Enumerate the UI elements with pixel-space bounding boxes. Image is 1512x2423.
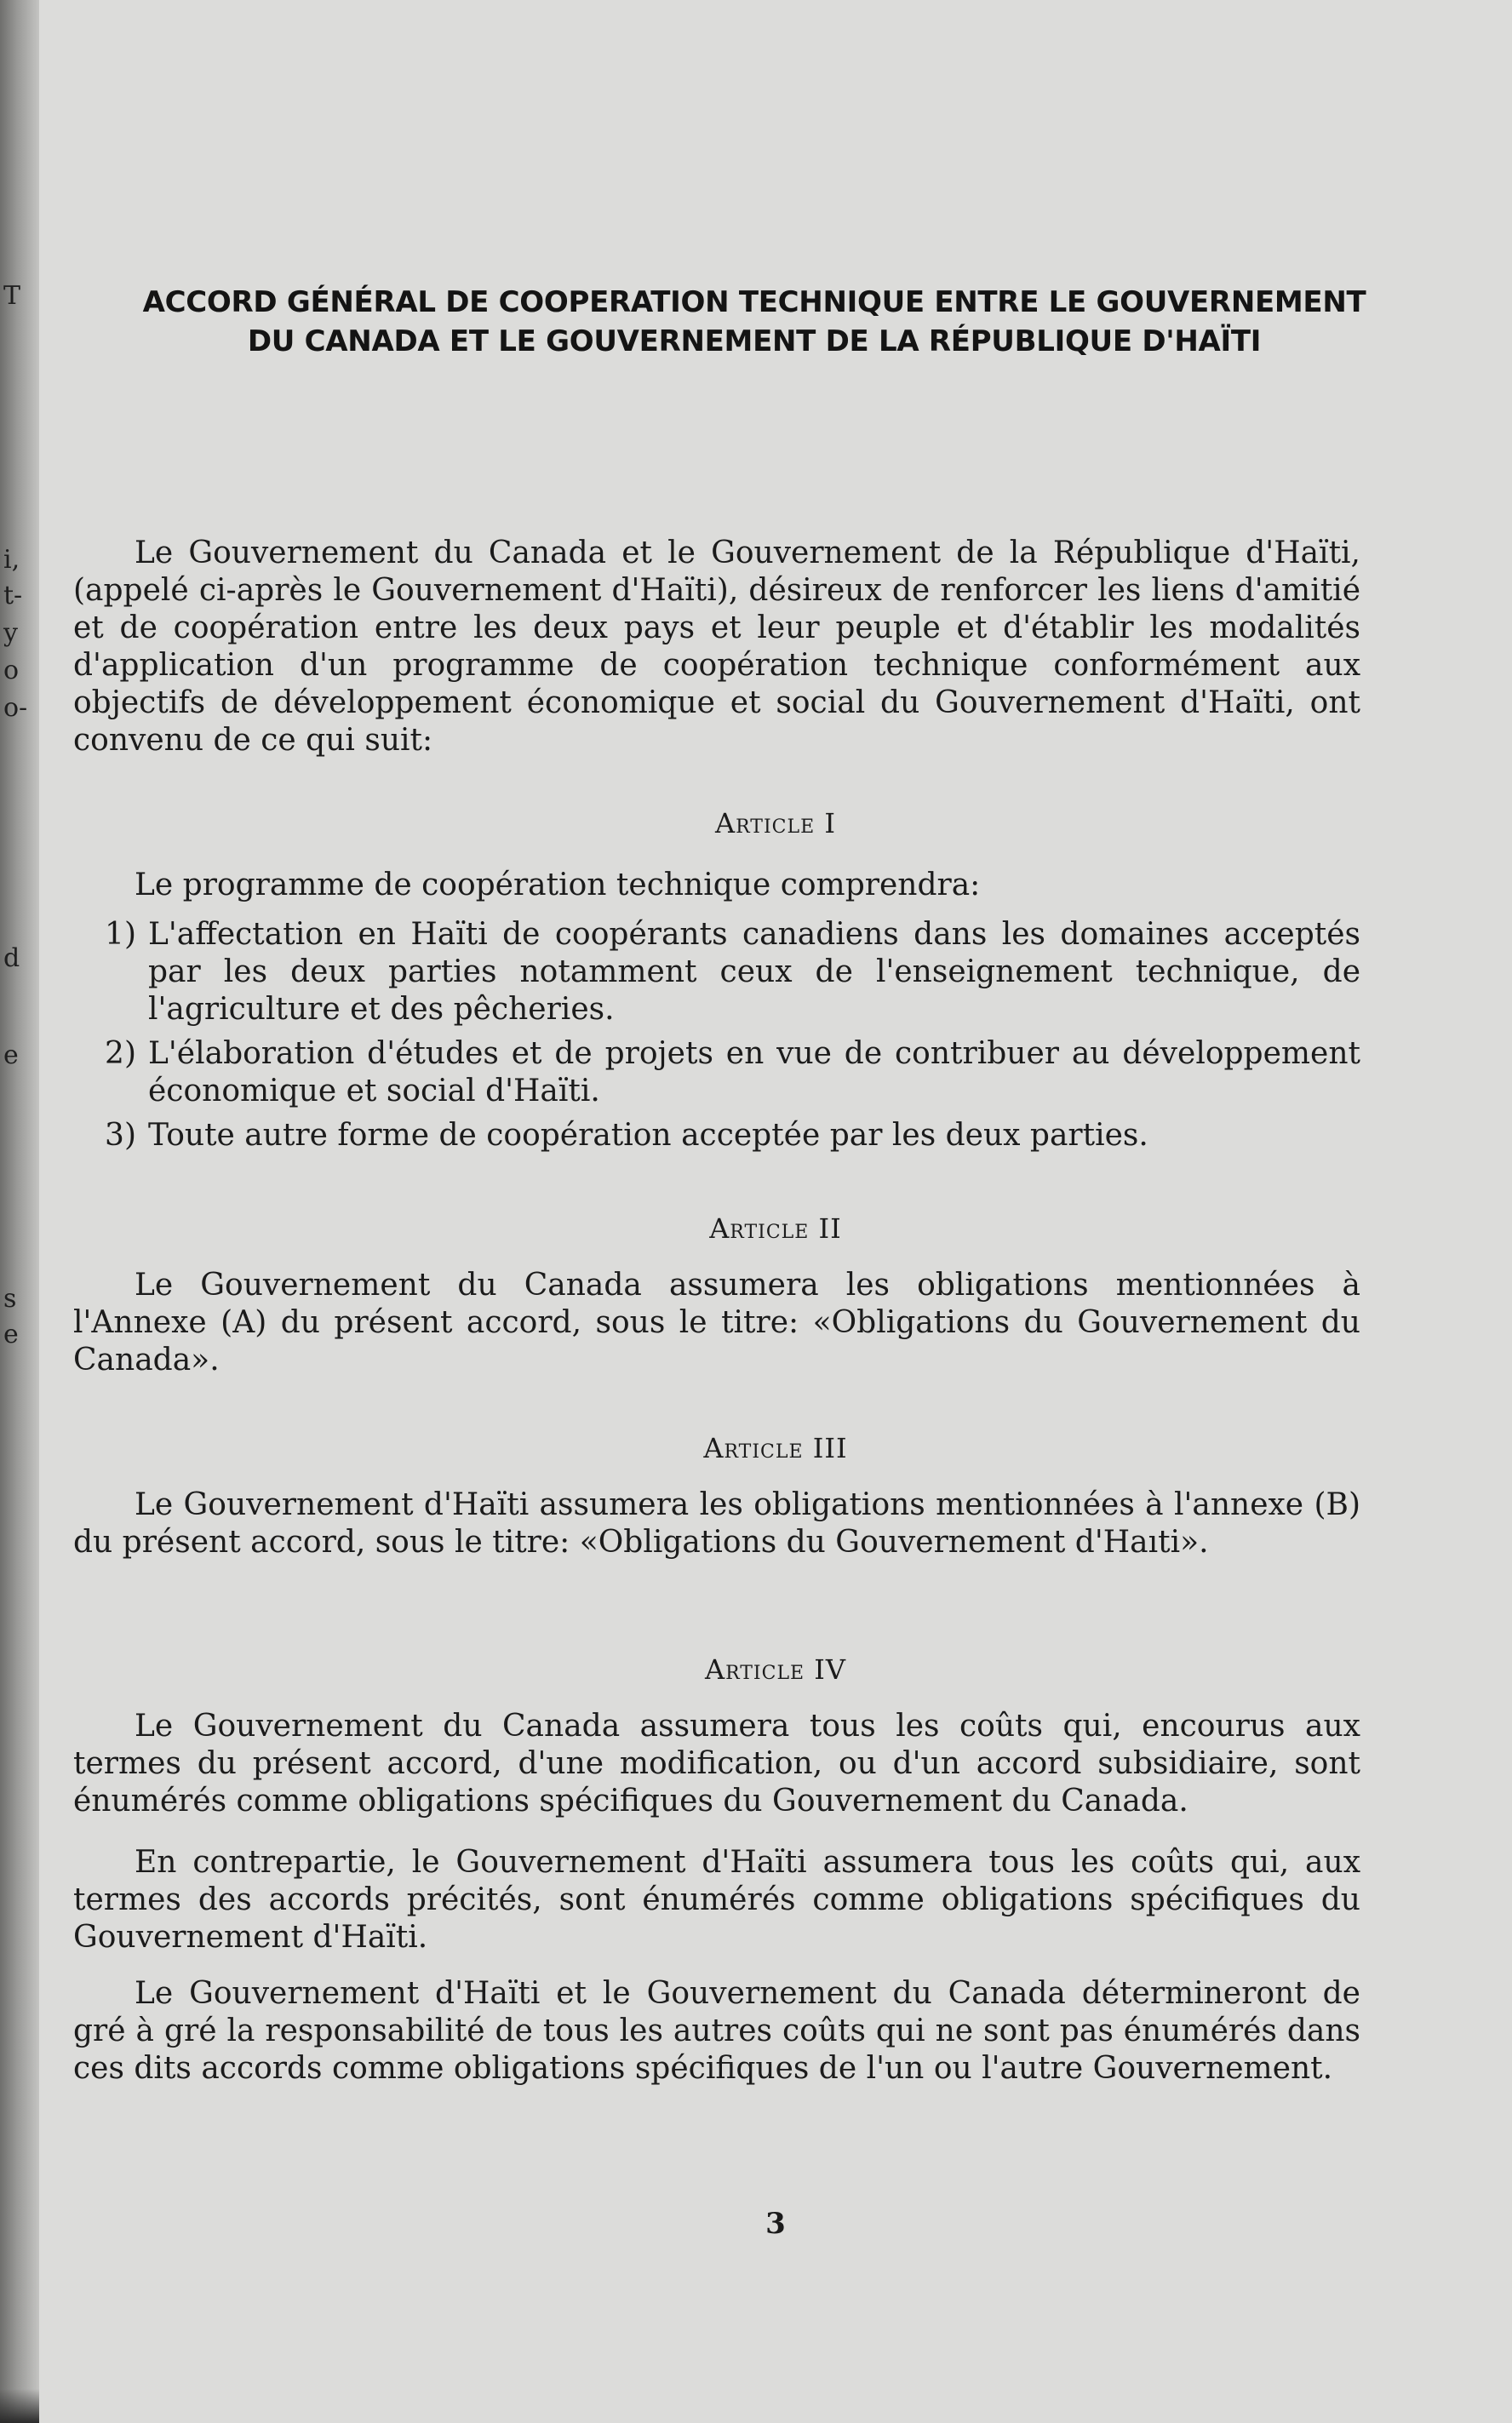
article-3-heading: Article III bbox=[703, 1432, 848, 1464]
preamble-text: Le Gouvernement du Canada et le Gouvernement de la République d'Haïti, (appelé ci-après le Gouvernement d'Haïti), désireux de renforcer les liens d'amitié et de coopération entre les deux pays et leur peuple et d'établir les modalités d'application d'un programme de coopération technique conformément aux objectifs de développement économique et social du Gouvernement d'Haïti, ont convenu de ce qui suit: bbox=[73, 536, 1360, 758]
list-item-number: 2) bbox=[105, 1036, 136, 1071]
article-3-body bbox=[73, 1486, 1360, 1561]
edge-fragment: s bbox=[3, 1284, 17, 1314]
preamble bbox=[73, 535, 1360, 759]
edge-fragment: e bbox=[3, 1040, 19, 1070]
article-2-heading: Article II bbox=[709, 1212, 842, 1245]
edge-fragment: o bbox=[3, 656, 20, 685]
article-4-heading: Article IV bbox=[704, 1653, 847, 1686]
document-page bbox=[39, 0, 1512, 2423]
document-title bbox=[124, 283, 1384, 361]
article-4-paragraph-1 bbox=[73, 1708, 1360, 1820]
article-3-text: Le Gouvernement d'Haïti assumera les obligations mentionnées à l'annexe (B) du présent accord, sous le titre: «Obligations du Gouvernement d'Haıti». bbox=[73, 1487, 1360, 1560]
article-4-paragraph-2 bbox=[73, 1844, 1360, 1956]
article-4-text: Le Gouvernement d'Haïti et le Gouvernement du Canada détermineront de gré à gré la responsabilité de tous les autres coûts qui ne sont pas énumérés dans ces dits accords comme obligations spécifiques de l'un ou l'autre Gouvernement. bbox=[73, 1976, 1360, 2086]
article-2-body bbox=[73, 1267, 1360, 1379]
article-1-intro-text: Le programme de coopération technique comprendra: bbox=[135, 868, 981, 902]
page-number: 3 bbox=[765, 2207, 786, 2241]
previous-page-edge bbox=[0, 0, 39, 2423]
article-2-text: Le Gouvernement du Canada assumera les obligations mentionnées à l'Annexe (A) du présent accord, sous le titre: «Obligations du Gouvernement du Canada». bbox=[73, 1268, 1360, 1378]
list-item-number: 1) bbox=[105, 917, 136, 952]
list-item-number: 3) bbox=[105, 1118, 136, 1153]
title-line-1: ACCORD GÉNÉRAL DE COOPERATION TECHNIQUE ENTRE LE GOUVERNEMENT bbox=[142, 285, 1366, 319]
article-4-paragraph-3 bbox=[73, 1975, 1360, 2088]
edge-fragment: T bbox=[3, 281, 21, 311]
list-item bbox=[105, 1035, 1360, 1110]
edge-fragment: t- bbox=[3, 581, 23, 610]
edge-fragment: i, bbox=[3, 545, 20, 575]
title-line-2: DU CANADA ET LE GOUVERNEMENT DE LA RÉPUBLIQUE D'HAÏTI bbox=[247, 324, 1262, 358]
article-4-text: Le Gouvernement du Canada assumera tous les coûts qui, encourus aux termes du présent accord, d'une modification, ou d'un accord subsidiaire, sont énumérés comme obligations spécifiques du Gouvernement du Canada. bbox=[73, 1709, 1360, 1819]
edge-fragment: e bbox=[3, 1320, 19, 1349]
edge-fragment: d bbox=[3, 943, 20, 973]
list-item bbox=[105, 916, 1360, 1028]
list-item-text: L'élaboration d'études et de projets en vue de contribuer au développement économique et social d'Haïti. bbox=[148, 1036, 1360, 1108]
list-item bbox=[105, 1117, 1360, 1154]
edge-fragment: o- bbox=[3, 693, 28, 723]
article-1-intro bbox=[73, 867, 1360, 904]
article-4-text: En contrepartie, le Gouvernement d'Haïti assumera tous les coûts qui, aux termes des accords précités, sont énumérés comme obligations spécifiques du Gouvernement d'Haïti. bbox=[73, 1845, 1360, 1955]
list-item-text: L'affectation en Haïti de coopérants canadiens dans les domaines acceptés par les deux parties notamment ceux de l'enseignement technique, de l'agriculture et des pêcheries. bbox=[148, 917, 1360, 1027]
list-item-text: Toute autre forme de coopération acceptée par les deux parties. bbox=[148, 1118, 1148, 1153]
edge-fragment: y bbox=[3, 618, 18, 648]
article-1-heading: Article I bbox=[715, 807, 836, 839]
